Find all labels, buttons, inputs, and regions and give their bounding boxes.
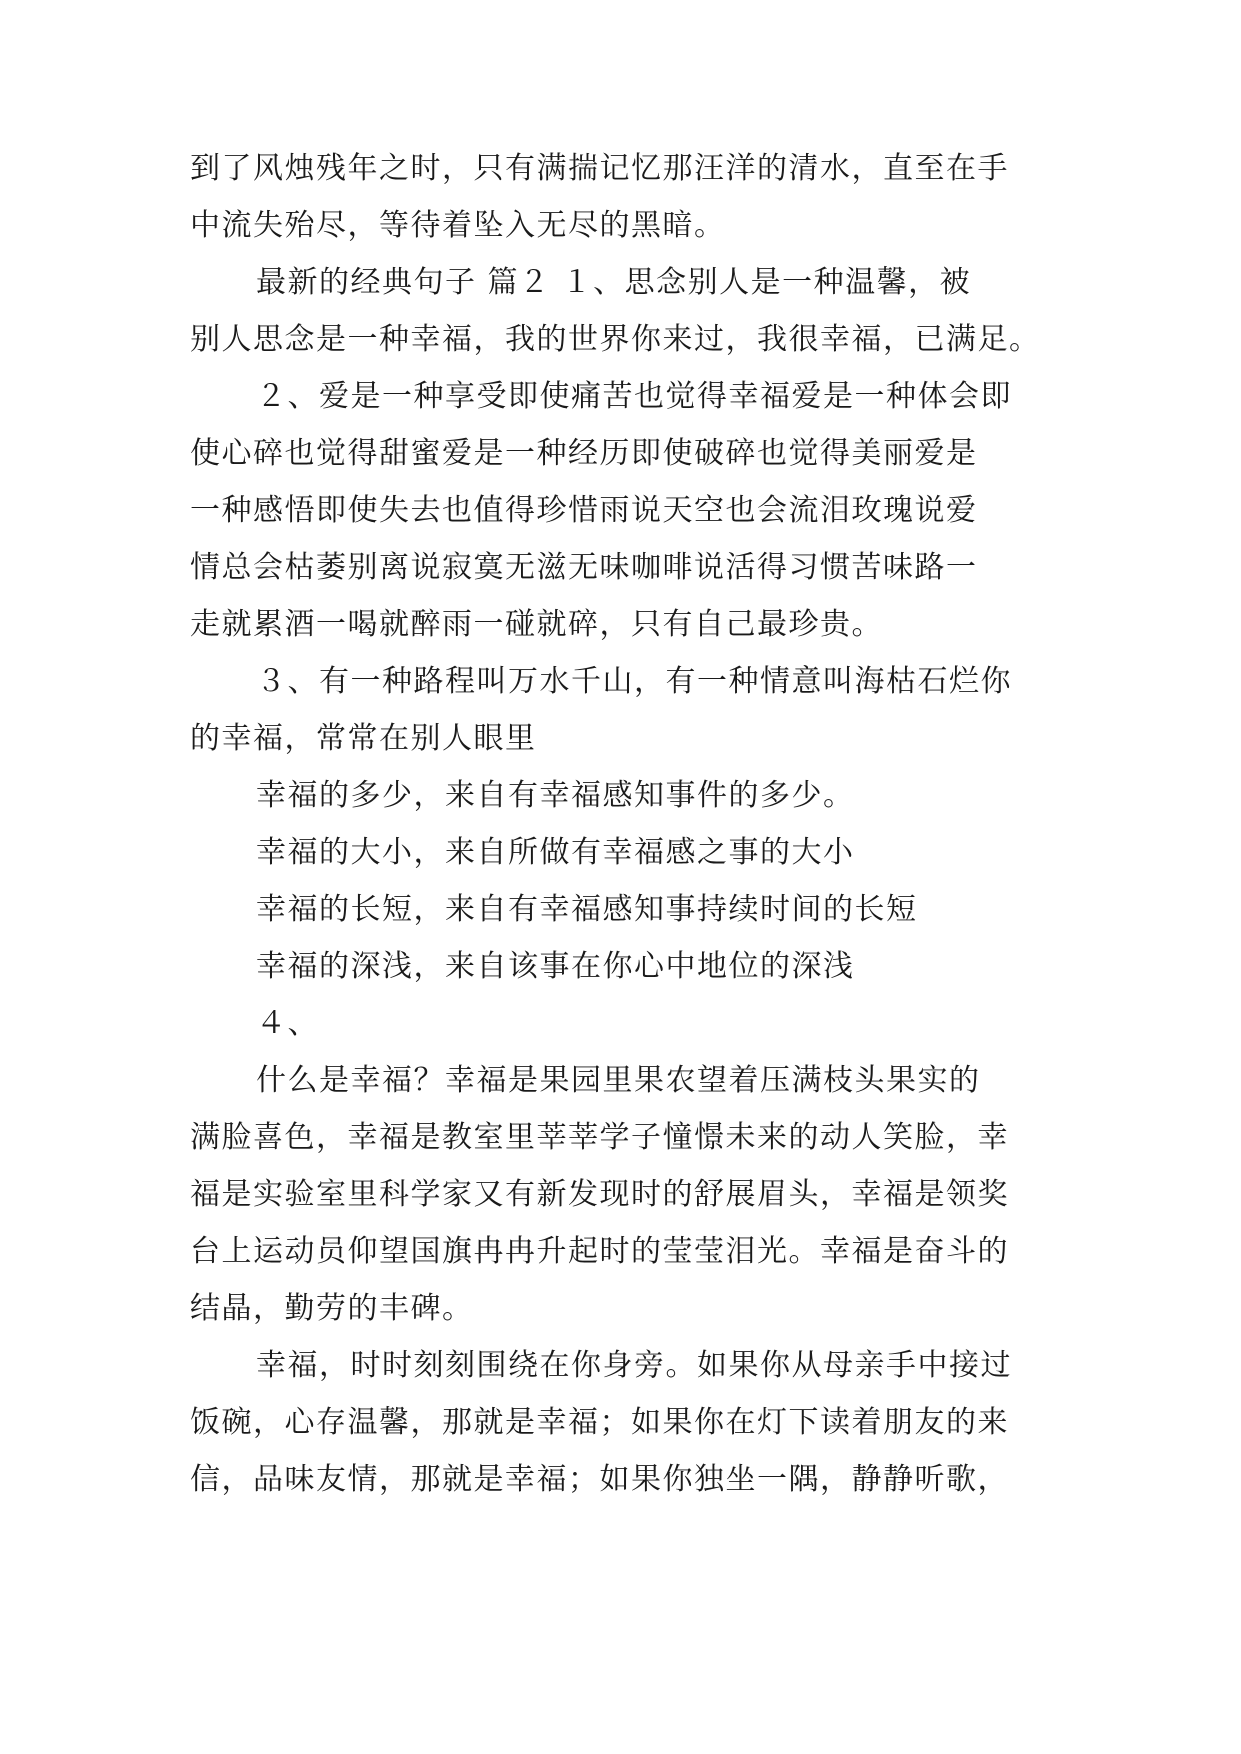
text-line: 的幸福，常常在别人眼里 xyxy=(190,721,537,756)
text-line: 幸福的长短，来自有幸福感知事持续时间的长短 xyxy=(256,892,918,927)
text-line: 幸福的多少，来自有幸福感知事件的多少。 xyxy=(256,778,855,813)
text-line: 幸福，时时刻刻围绕在你身旁。如果你从母亲手中接过 xyxy=(256,1348,1012,1383)
text-line: 福是实验室里科学家又有新发现时的舒展眉头，幸福是领奖 xyxy=(190,1177,1009,1212)
text-line: 饭碗，心存温馨，那就是幸福；如果你在灯下读着朋友的来 xyxy=(190,1405,1009,1440)
text-line: ４、 xyxy=(256,1006,319,1041)
text-line: 信，品味友情，那就是幸福；如果你独坐一隅，静静听歌， xyxy=(190,1462,1009,1497)
text-line: 幸福的大小，来自所做有幸福感之事的大小 xyxy=(256,835,855,870)
text-line: 满脸喜色，幸福是教室里莘莘学子憧憬未来的动人笑脸，幸 xyxy=(190,1120,1009,1155)
text-line: 台上运动员仰望国旗冉冉升起时的莹莹泪光。幸福是奋斗的 xyxy=(190,1234,1009,1269)
text-line: 中流失殆尽，等待着坠入无尽的黑暗。 xyxy=(190,208,726,243)
text-line: 一种感悟即使失去也值得珍惜雨说天空也会流泪玫瑰说爱 xyxy=(190,493,978,528)
text-line: 别人思念是一种幸福，我的世界你来过，我很幸福，已满足。 xyxy=(190,322,1041,357)
text-line: 走就累酒一喝就醉雨一碰就碎，只有自己最珍贵。 xyxy=(190,607,883,642)
text-line: 使心碎也觉得甜蜜爱是一种经历即使破碎也觉得美丽爱是 xyxy=(190,436,978,471)
text-line: ３、有一种路程叫万水千山，有一种情意叫海枯石烂你 xyxy=(256,664,1012,699)
text-line: 什么是幸福？幸福是果园里果农望着压满枝头果实的 xyxy=(256,1063,981,1098)
section-heading-line: 最新的经典句子 篇２ １、思念别人是一种温馨，被 xyxy=(256,265,972,300)
text-line: 到了风烛残年之时，只有满揣记忆那汪洋的清水，直至在手 xyxy=(190,151,1009,186)
text-line: ２、爱是一种享受即使痛苦也觉得幸福爱是一种体会即 xyxy=(256,379,1012,414)
text-line: 情总会枯萎别离说寂寞无滋无味咖啡说活得习惯苦味路一 xyxy=(190,550,978,585)
text-line: 幸福的深浅，来自该事在你心中地位的深浅 xyxy=(256,949,855,984)
text-line: 结晶，勤劳的丰碑。 xyxy=(190,1291,474,1326)
